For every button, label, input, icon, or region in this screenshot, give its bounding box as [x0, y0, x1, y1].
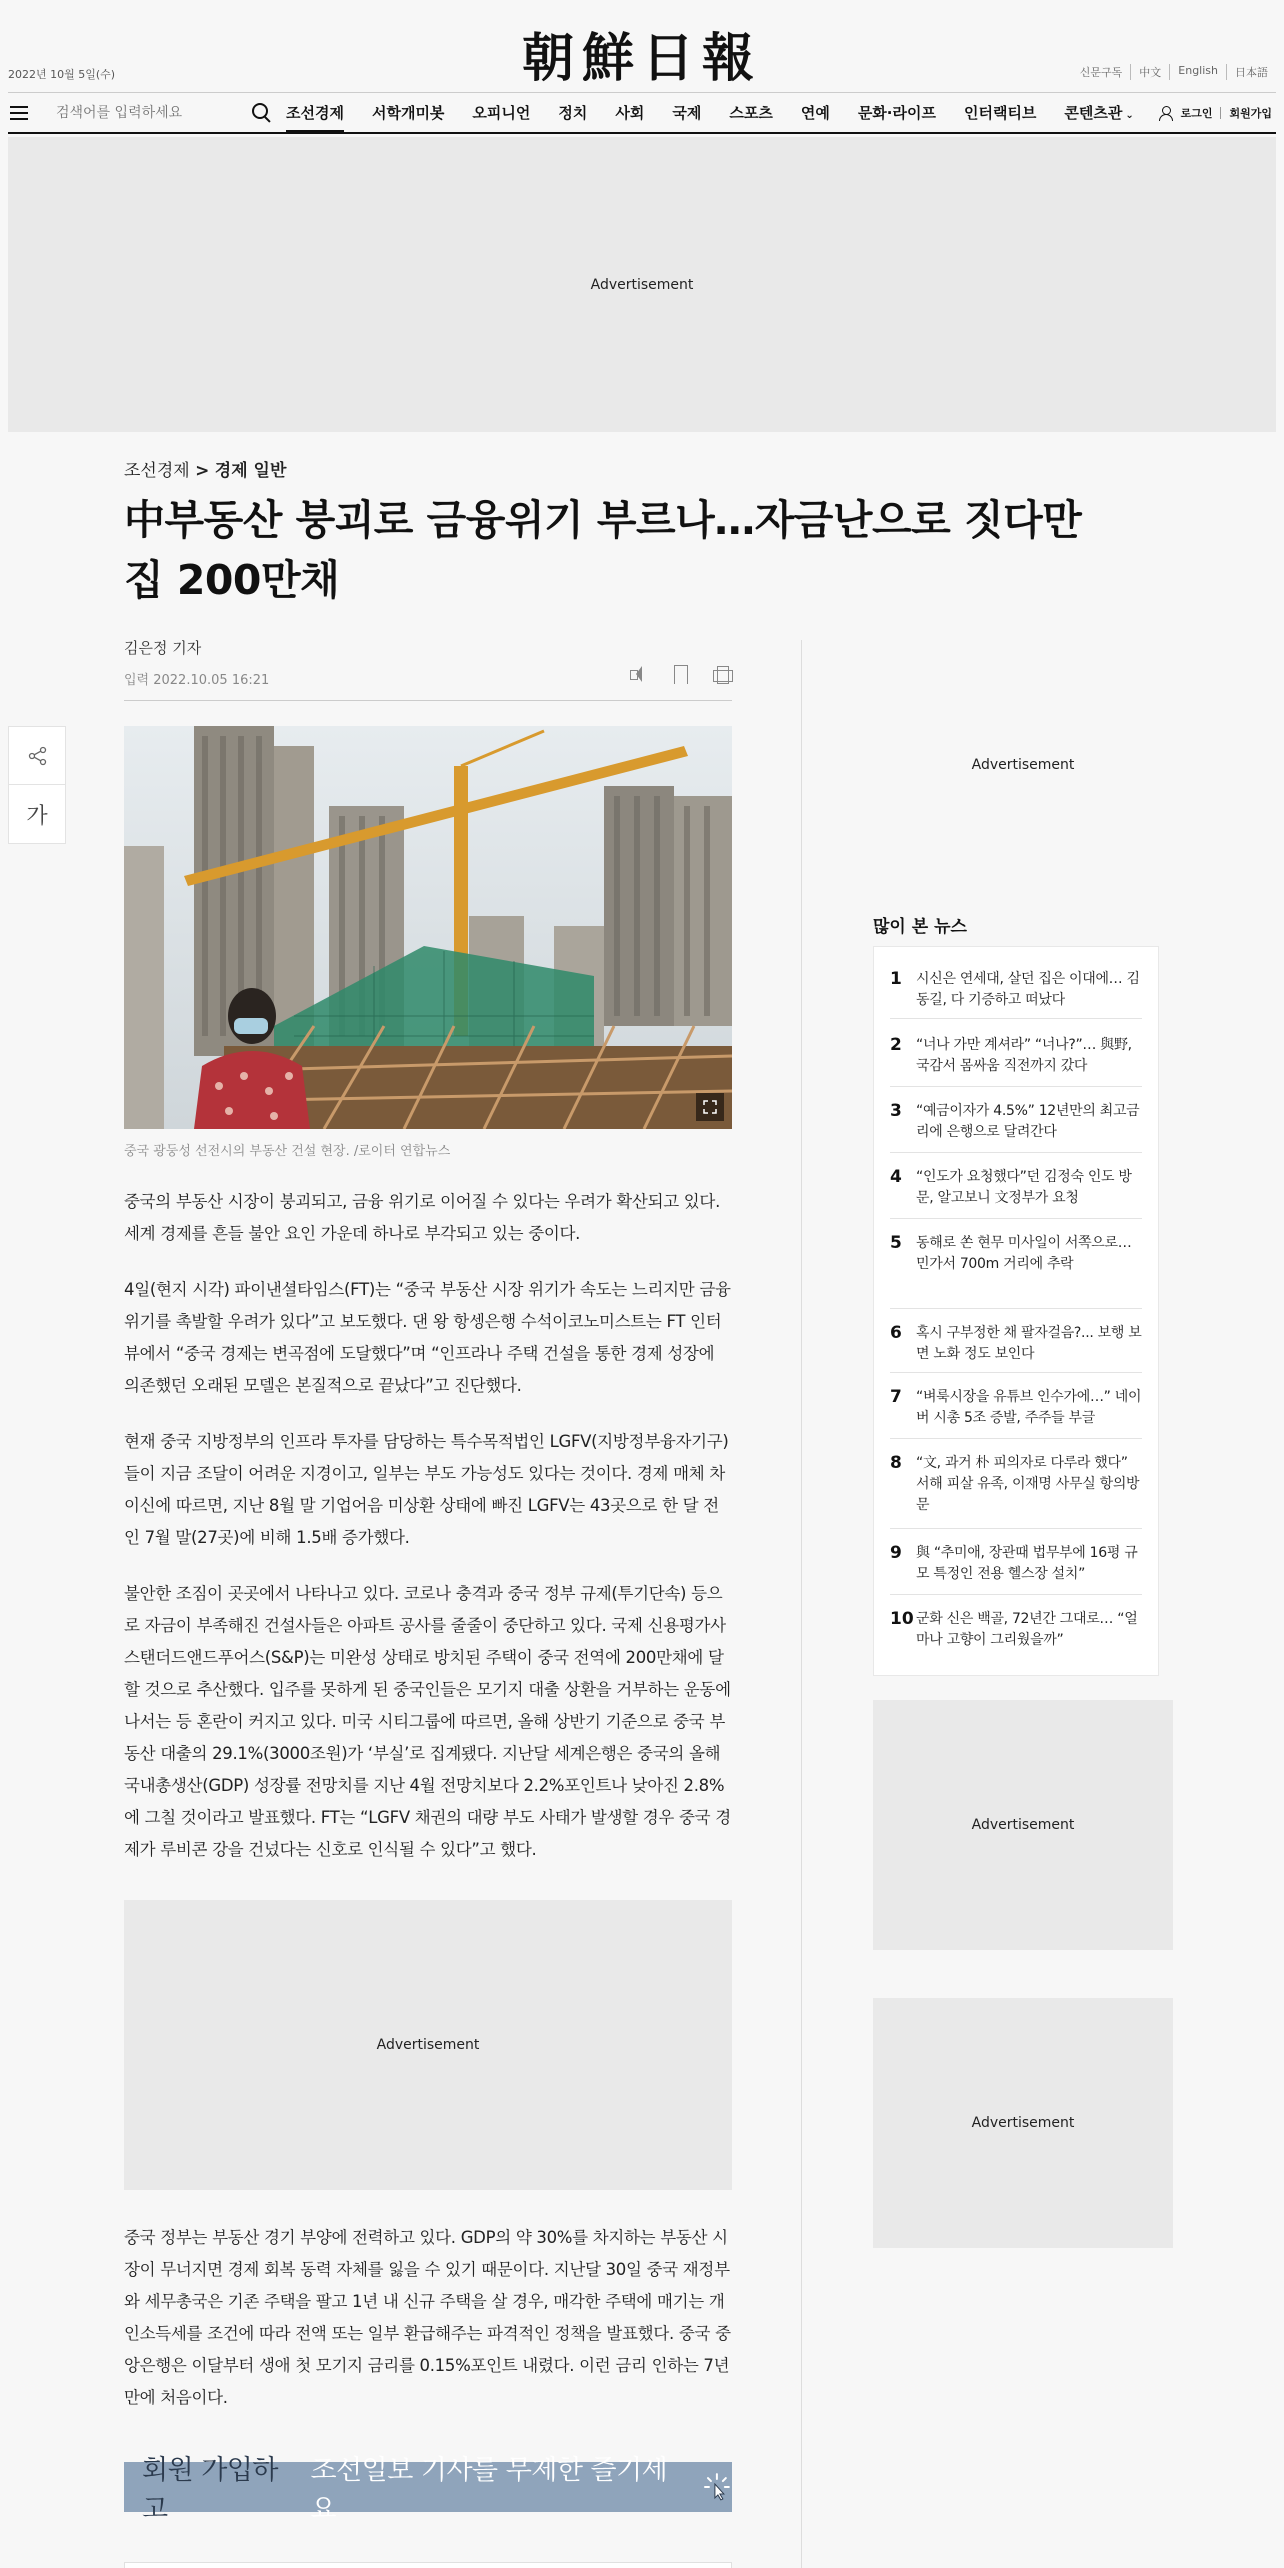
breadcrumb-separator: > [195, 461, 210, 481]
rank-number: 1 [890, 969, 902, 989]
rank-number: 5 [890, 1233, 902, 1253]
news-title: 군화 신은 백골, 72년간 그대로… “얼마나 고향이 그리웠을까” [916, 1611, 1138, 1648]
font-size-button[interactable]: 가 [26, 803, 48, 829]
promo-text-dim: 회원 가입하고 [142, 2455, 278, 2525]
news-title: “인도가 요청했다”던 김정숙 인도 방문, 알고보니 文정부가 요청 [916, 1169, 1132, 1206]
menu-icon[interactable] [8, 93, 42, 133]
rank-number: 10 [890, 1609, 914, 1629]
news-title: 동해로 쏜 현무 미사일이 서쪽으로… 민가서 700m 거리에 추락 [916, 1235, 1132, 1272]
account-links [1159, 93, 1272, 133]
nav-item-culture[interactable]: 문화·라이프 [857, 103, 936, 122]
ad-label: Advertisement [376, 2037, 480, 2053]
popular-news-item[interactable] [890, 1087, 1142, 1153]
share-icon [28, 746, 48, 766]
nav-menu [286, 93, 1162, 133]
news-title: “예금이자가 4.5%” 12년만의 최고금리에 은행으로 달려간다 [916, 1103, 1140, 1140]
sidebar-ad-middle[interactable] [873, 1700, 1173, 1950]
divider [1220, 107, 1221, 119]
article-tools [628, 664, 732, 684]
rank-number: 6 [890, 1323, 902, 1343]
news-title: 혹시 구부정한 채 팔자걸음?... 보행 보면 노화 정도 보인다 [916, 1325, 1142, 1362]
speaker-icon[interactable] [628, 664, 648, 684]
nav-item-contents-label: 콘텐츠관 [1064, 103, 1123, 122]
popular-news-item[interactable] [890, 1595, 1142, 1661]
chevron-down-icon: ⌄ [1125, 109, 1134, 121]
search-input[interactable] [56, 99, 246, 127]
signup-promo-banner[interactable] [124, 2455, 732, 2525]
rank-number: 7 [890, 1387, 902, 1407]
rank-number: 8 [890, 1453, 902, 1473]
nav-item-seohak-bot[interactable]: 서학개미봇 [371, 103, 445, 122]
photo-caption: 중국 광둥성 선전시의 부동산 건설 현장. /로이터 연합뉴스 [124, 1144, 451, 1159]
article-headline: 中부동산 붕괴로 금융위기 부르나…자금난으로 짓다만 집 200만채 [124, 496, 1082, 604]
divider [124, 700, 732, 701]
bookmark-icon[interactable] [670, 664, 690, 684]
news-title: 與 “추미애, 장관때 법무부에 16평 규모 특정인 전용 헬스장 설치” [916, 1545, 1138, 1582]
chinese-link[interactable]: 中文 [1130, 64, 1169, 80]
nav-item-politics[interactable]: 정치 [558, 103, 588, 122]
article-paragraph: 현재 중국 지방정부의 인프라 투자를 담당하는 특수목적법인 LGFV(지방정부융자기구)들이 지금 조달이 어려운 지경이고, 일부는 부도 가능성도 있다는 것이다. 경제 매체 차이신에 따르면, 지난 8월 말 기업어음 미상환 상태에 빠진 LGFV는 43곳으로 한 달 전인 7월 말(27곳)에 비해 1.5배 증가했다. [124, 1432, 729, 1547]
popular-news-item[interactable] [890, 1529, 1142, 1595]
ad-label: Advertisement [590, 276, 694, 293]
nav-item-society[interactable]: 사회 [615, 103, 645, 122]
rank-number: 2 [890, 1035, 902, 1055]
ad-label: Advertisement [971, 757, 1075, 773]
article-paragraph: 중국의 부동산 시장이 붕괴되고, 금융 위기로 이어질 수 있다는 우려가 확산되고 있다. 세계 경제를 흔들 불안 요인 가운데 하나로 부각되고 있는 중이다. [124, 1192, 721, 1243]
breadcrumb [124, 456, 286, 481]
popular-news-item[interactable] [890, 1219, 1142, 1309]
popular-news-item[interactable] [890, 1309, 1142, 1373]
rank-number: 9 [890, 1543, 902, 1563]
article-paragraph: 불안한 조짐이 곳곳에서 나타나고 있다. 코로나 충격과 중국 정부 규제(투기단속) 등으로 자금이 부족해진 건설사들은 아파트 공사를 줄줄이 중단하고 있다. 국제 신용평가사 스탠더드앤드푸어스(S&P)는 미완성 상태로 방치된 주택이 중국 전역에 200만채에 달할 것으로 추산했다. 입주를 못하게 된 중국인들은 모기지 대출 상환을 거부하는 운동에 나서는 등 혼란이 커지고 있다. 미국 시티그룹에 따르면, 올해 상반기 기준으로 중국 부동산 대출의 29.1%(3000조원)가 ‘부실’로 집계됐다. 지난달 세계은행은 중국의 올해 국내총생산(GDP) 성장률 전망치를 지난 4월 전망치보다 2.2%포인트나 낮아진 2.8%에 그칠 것이라고 발표했다. FT는 “LGFV 채권의 대량 부도 사태가 발생할 경우 중국 경제가 루비콘 강을 건넜다는 신호로 인식될 수 있다”고 했다. [124, 1584, 731, 1859]
news-title: “벼룩시장을 유튜브 인수가에…” 네이버 시총 5조 증발, 주주들 부글 [916, 1389, 1142, 1426]
nav-item-opinion[interactable]: 오피니언 [472, 103, 531, 122]
main-navbar [8, 92, 1276, 134]
nav-item-sports[interactable]: 스포츠 [729, 103, 773, 122]
sidebar-ad-top[interactable] [873, 640, 1173, 890]
breadcrumb-section[interactable]: 조선경제 [124, 461, 190, 481]
popular-news-item[interactable] [890, 1019, 1142, 1087]
popular-news-item[interactable] [890, 1439, 1142, 1529]
language-links [1072, 64, 1276, 80]
inline-ad[interactable] [124, 1900, 732, 2190]
nav-item-economy[interactable]: 조선경제 [286, 93, 344, 133]
sparkle-click-icon [702, 2472, 732, 2502]
article-paragraph: 중국 정부는 부동산 경기 부양에 전력하고 있다. GDP의 약 30%를 차지하는 부동산 시장이 무너지면 경제 회복 동력 자체를 잃을 수 있기 때문이다. 지난달 30일 중국 재정부와 세무총국은 기존 주택을 팔고 1년 내 신규 주택을 살 경우, 매각한 주택에 매기는 개인소득세를 조건에 따라 전액 또는 일부 환급해주는 파격적인 정책을 발표했다. 중국 중앙은행은 이달부터 생애 첫 모기지 금리를 0.15%포인트 내렸다. 이런 금리 인하는 7년 만에 처음이다. [124, 2228, 731, 2407]
sidebar-ad-bottom[interactable] [873, 1998, 1173, 2248]
news-title: 시신은 연세대, 살던 집은 이대에… 김동길, 다 기증하고 떠났다 [916, 971, 1140, 1008]
print-icon[interactable] [712, 664, 732, 684]
expand-icon[interactable] [696, 1093, 724, 1121]
promo-text: 조선일보 기사를 무제한 즐기세요 [310, 2455, 668, 2525]
news-title: “너나 가만 계셔라” “너나?”… 與野, 국감서 몸싸움 직전까지 갔다 [916, 1037, 1132, 1074]
breadcrumb-subsection[interactable]: 경제 일반 [214, 461, 287, 481]
article-paragraph: 4일(현지 시각) 파이낸셜타임스(FT)는 “중국 부동산 시장 위기가 속도는 느리지만 금융 위기를 촉발할 우려가 있다”고 보도했다. 댄 왕 항셍은행 수석이코노미스트는 FT 인터뷰에서 “중국 경제는 변곡점에 도달했다”며 “인프라나 주택 건설을 통한 경제 성장에 의존했던 오래된 모델은 본질적으로 끝났다”고 진단했다. [124, 1280, 731, 1395]
signup-link[interactable]: 회원가입 [1229, 107, 1272, 120]
article-photo[interactable] [124, 726, 732, 1129]
login-link[interactable]: 로그인 [1180, 107, 1213, 120]
construction-photo [124, 726, 732, 1129]
popular-news-item[interactable] [890, 1373, 1142, 1439]
site-logo[interactable]: 朝鮮日報 [521, 28, 762, 89]
popular-news-title: 많이 본 뉴스 [873, 917, 967, 937]
news-title: “文, 과거 朴 피의자로 다루라 했다” 서해 피살 유족, 이재명 사무실 항의방문 [916, 1455, 1140, 1513]
rank-number: 4 [890, 1167, 902, 1187]
japanese-link[interactable]: 日本語 [1226, 64, 1276, 80]
column-divider [801, 640, 802, 2568]
nav-item-entertainment[interactable]: 연예 [800, 103, 830, 122]
author-byline[interactable]: 김은정 기자 [124, 639, 202, 657]
top-ad-banner[interactable] [8, 137, 1276, 432]
user-icon [1159, 106, 1173, 120]
masthead [0, 0, 1284, 92]
share-panel [8, 726, 66, 844]
nav-item-international[interactable]: 국제 [672, 103, 702, 122]
header-date: 2022년 10월 5일(수) [8, 68, 116, 81]
bottom-card [124, 2562, 732, 2568]
english-link[interactable]: English [1169, 64, 1226, 80]
popular-news-item[interactable] [890, 947, 1142, 1019]
share-button[interactable] [9, 727, 65, 785]
ad-label: Advertisement [971, 2115, 1075, 2131]
rank-number: 3 [890, 1101, 902, 1121]
popular-news-list [873, 946, 1159, 1676]
publish-date: 입력 2022.10.05 16:21 [124, 673, 270, 688]
subscribe-link[interactable]: 신문구독 [1079, 66, 1123, 79]
nav-item-contents[interactable] [1064, 93, 1133, 133]
popular-news-item[interactable] [890, 1153, 1142, 1219]
ad-label: Advertisement [971, 1817, 1075, 1833]
search-icon[interactable] [246, 98, 276, 128]
nav-item-interactive[interactable]: 인터랙티브 [963, 103, 1037, 122]
